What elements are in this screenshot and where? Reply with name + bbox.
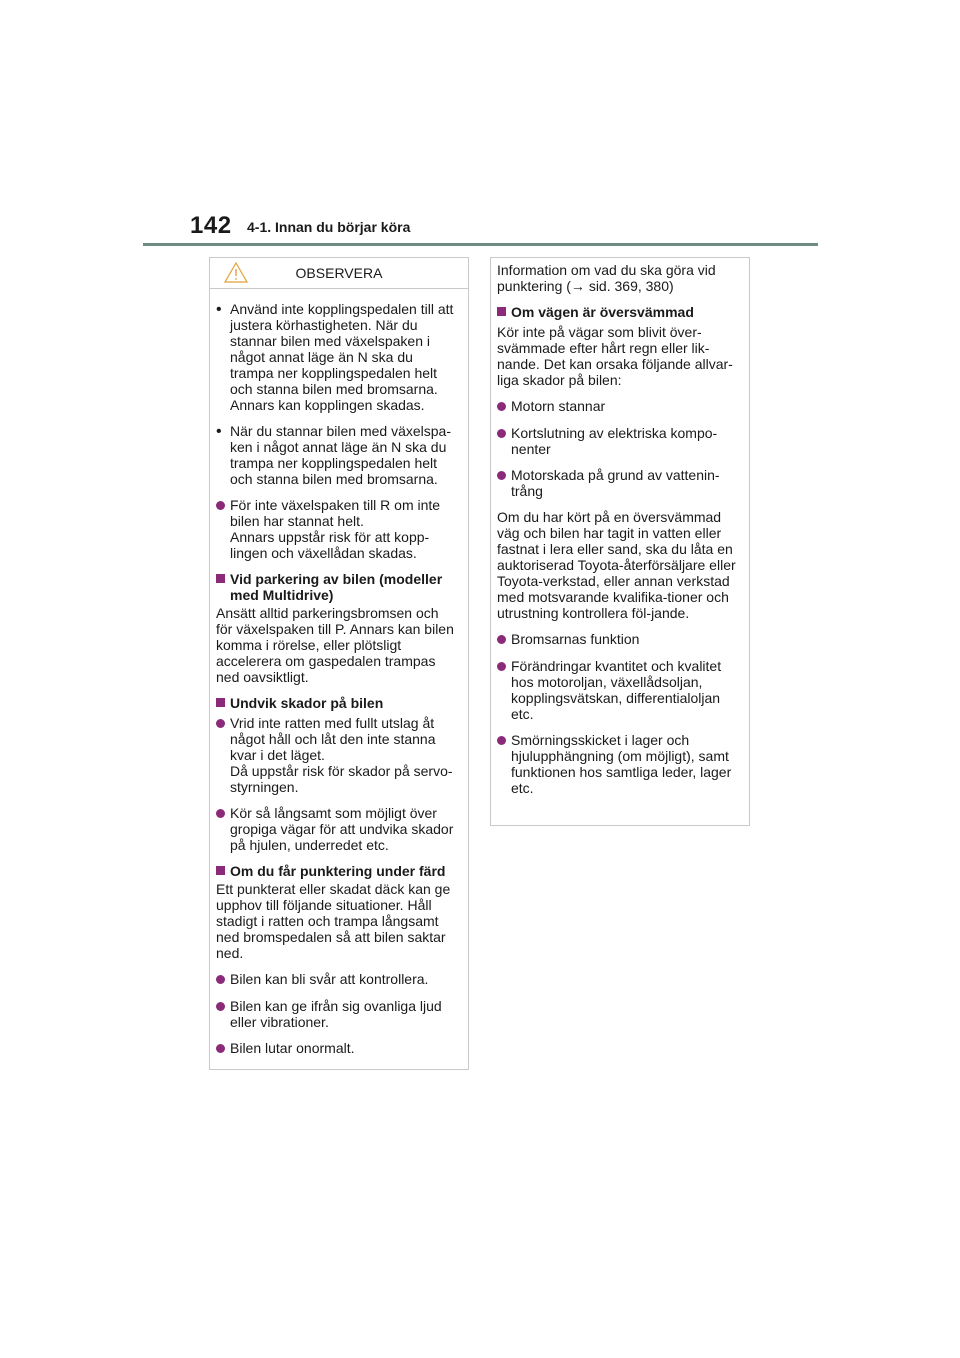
- list-item: [216, 998, 456, 1030]
- list-item: [497, 467, 739, 499]
- bullet-dot-icon: [216, 975, 225, 984]
- bullet-dot-icon: [216, 501, 225, 510]
- list-item-text: Bilen lutar onormalt.: [230, 1040, 355, 1056]
- list-item-text: Använd inte kopplingspedalen till att justera körhastigheten. När du stannar bilen med växelspaken i något annat läge än N ska du trampa ner kopplingspedalen helt och stanna bilen med bromsarna. Annars kan kopplingen skadas.: [230, 301, 454, 413]
- dash-bullet: •: [216, 423, 222, 440]
- paragraph: Information om vad du ska göra vid punktering (→ sid. 369, 380): [497, 262, 716, 294]
- bullet-dot-icon: [497, 471, 506, 480]
- warning-triangle-icon: [224, 262, 248, 283]
- dash-bullet: •: [216, 301, 222, 318]
- subheading-text: Undvik skador på bilen: [230, 695, 384, 711]
- list-item-text: Smörningsskicket i lager och hjulupphängning (om möjligt), samt funktionen hos samtliga leder, lager etc.: [511, 732, 732, 796]
- list-item-text: Kör så långsamt som möjligt över gropiga vägar för att undvika skador på hjulen, underredet etc.: [230, 805, 454, 853]
- warning-title: OBSERVERA: [295, 265, 383, 281]
- list-item: [497, 425, 739, 457]
- list-item-text: Förändringar kvantitet och kvalitet hos motoroljan, växellådsoljan, kopplingsvätskan, differentialoljan etc.: [511, 658, 722, 722]
- bullet-dot-icon: [216, 1044, 225, 1053]
- list-item: [216, 497, 456, 561]
- subheading: [216, 695, 456, 711]
- square-bullet-icon: [216, 574, 225, 583]
- square-bullet-icon: [216, 698, 225, 707]
- list-item: [497, 398, 739, 415]
- list-item: [216, 715, 456, 795]
- bullet-dot-icon: [497, 736, 506, 745]
- list-item: [216, 805, 456, 853]
- list-item-text: Bromsarnas funktion: [511, 631, 640, 647]
- list-item-text: Motorn stannar: [511, 398, 606, 414]
- list-item-text: Kortslutning av elektriska kompo-nenter: [511, 425, 718, 457]
- list-item: [497, 658, 739, 722]
- paragraph: Om du har kört på en översvämmad väg och bilen har tagit in vatten eller fastnat i lera eller sand, ska du låta en auktoriserad Toyota-återförsäljare eller Toyota-verkstad, eller annan verkstad med motsvarande kvalifika-tioner och utrustning kontrollera föl-jande.: [497, 509, 736, 621]
- bullet-dot-icon: [497, 402, 506, 411]
- subheading-text: Vid parkering av bilen (modeller med Multidrive): [230, 571, 443, 603]
- list-item-text: Annars uppstår risk för att kopp-lingen och växellådan skadas.: [230, 529, 430, 561]
- bullet-dot-icon: [216, 719, 225, 728]
- warning-box: [209, 257, 469, 1070]
- bullet-dot-icon: [497, 662, 506, 671]
- subheading-text: Om du får punktering under färd: [230, 863, 446, 879]
- list-item: [216, 301, 456, 413]
- square-bullet-icon: [497, 307, 506, 316]
- list-item-text: Vrid inte ratten med fullt utslag åt något håll och låt den inte stanna kvar i det läget.: [230, 715, 436, 763]
- list-item-text: Motorskada på grund av vattenin-trång: [511, 467, 720, 499]
- list-item-text: För inte växelspaken till R om inte bilen har stannat helt.: [230, 497, 441, 529]
- square-bullet-icon: [216, 866, 225, 875]
- header-rule: [143, 243, 818, 246]
- list-item-text: Bilen kan bli svår att kontrollera.: [230, 971, 429, 987]
- paragraph: Kör inte på vägar som blivit över-svämmade efter hårt regn eller lik-nande. Det kan orsaka följande allvar-liga skador på bilen:: [497, 324, 733, 388]
- subheading: [216, 863, 456, 879]
- section-title: 4-1. Innan du börjar köra: [247, 219, 411, 235]
- subheading: [497, 304, 739, 320]
- list-item: [497, 732, 739, 796]
- paragraph: Ansätt alltid parkeringsbromsen och för växelspaken till P. Annars kan bilen komma i rörelse, eller plötsligt accelerera om gaspedalen trampas ned oavsiktligt.: [216, 605, 454, 685]
- list-item: [216, 1040, 456, 1057]
- paragraph: Ett punkterat eller skadat däck kan ge upphov till följande situationer. Håll stadigt i ratten och trampa långsamt ned bromspedalen så att bilen saktar ned.: [216, 881, 451, 961]
- bullet-dot-icon: [216, 1002, 225, 1011]
- page-number: 142: [190, 212, 232, 239]
- list-item-text: Då uppstår risk för skador på servo-styrningen.: [230, 763, 453, 795]
- subheading-text: Om vägen är översvämmad: [511, 304, 694, 320]
- list-item: [497, 631, 739, 648]
- info-box: [490, 257, 750, 826]
- list-item-text: När du stannar bilen med växelspa-ken i något annat läge än N ska du trampa ner kopplingspedalen helt och stanna bilen med bromsarna.: [230, 423, 452, 487]
- list-item-text: Bilen kan ge ifrån sig ovanliga ljud eller vibrationer.: [230, 998, 442, 1030]
- list-item: [216, 971, 456, 988]
- bullet-dot-icon: [216, 809, 225, 818]
- bullet-dot-icon: [497, 635, 506, 644]
- bullet-dot-icon: [497, 429, 506, 438]
- warning-header: [210, 258, 468, 289]
- subheading: [216, 571, 456, 603]
- list-item: [216, 423, 456, 487]
